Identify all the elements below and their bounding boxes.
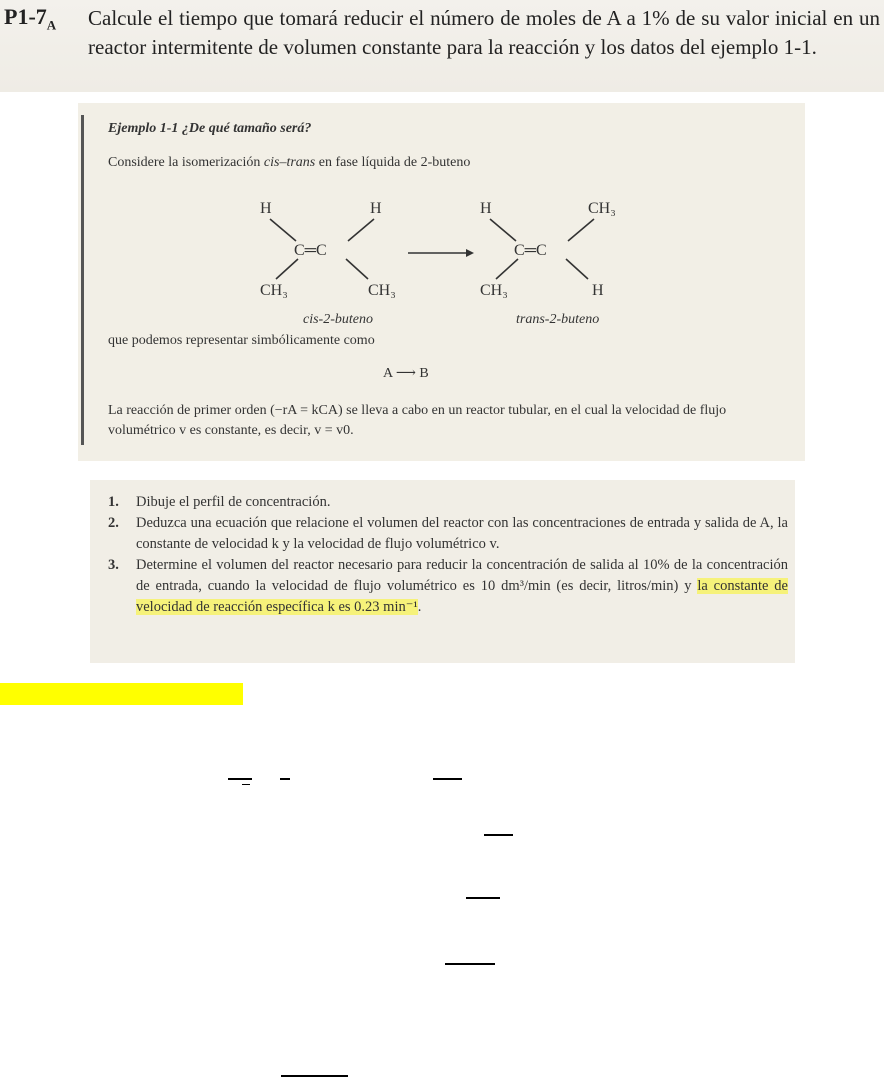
fraction-line xyxy=(228,778,252,780)
problem-number: $P1-7_A$ xyxy=(4,4,57,33)
fraction-line xyxy=(484,834,513,836)
cis-ch3-left: CH₃ xyxy=(260,282,288,299)
a-to-b-reaction: A ⟶ B xyxy=(383,366,429,381)
trans-ch3-top: CH₃ xyxy=(588,200,616,217)
fraction-line xyxy=(466,897,500,899)
isomerization-diagram xyxy=(258,195,658,330)
trans-h-bottom: H xyxy=(592,282,604,299)
trans-label: trans-2-buteno xyxy=(516,312,600,327)
question-1: 1. Dibuje el perfil de concentración. xyxy=(108,494,331,510)
cis-h-left: H xyxy=(260,200,272,217)
trans-h-left: H xyxy=(480,200,492,217)
highlighted-rate-constant: la constante de velocidad de reacción específica k es 0.23 min⁻¹ xyxy=(136,578,788,615)
cis-ch3-right: CH₃ xyxy=(368,282,396,299)
question-3: 3. Determine el volumen del reactor necesario para reducir la concentración de salida al 10% de la concentración de entrada, cuando la velocidad de flujo volumétrico es 10 dm³/min (es decir, litros/min) y la constante de velocidad de reacción específica k es 0.23 min⁻¹. xyxy=(108,557,788,615)
fraction-line xyxy=(280,778,290,780)
highlight-bar xyxy=(0,683,243,705)
cis-cc: C═C xyxy=(294,242,327,259)
question-2: 2. Deduzca una ecuación que relacione el volumen del reactor con las concentraciones de entrada y salida de A, la constante de velocidad k y la velocidad de flujo volumétrico v. xyxy=(108,515,788,552)
questions-box xyxy=(90,480,795,663)
problem-statement xyxy=(0,0,884,92)
cis-h-right: H xyxy=(370,200,382,217)
symbolic-text: que podemos representar simbólicamente como xyxy=(108,333,375,348)
trans-ch3-bottom: CH₃ xyxy=(480,282,508,299)
trans-cc: C═C xyxy=(514,242,547,259)
reaction-description: La reacción de primer orden (−rA = kCA) se lleva a cabo en un reactor tubular, en el cual la velocidad de flujo volumétrico v es constante, es decir, v = v0. xyxy=(108,403,727,438)
example-rule xyxy=(81,115,84,445)
example-intro: Considere la isomerización cis–trans en fase líquida de 2-buteno xyxy=(108,155,471,170)
cis-label: cis-2-buteno xyxy=(303,312,373,327)
fraction-line xyxy=(281,1075,348,1077)
example-title: Ejemplo 1-1 ¿De qué tamaño será? xyxy=(108,121,312,136)
fraction-line xyxy=(242,784,250,785)
fraction-line xyxy=(445,963,495,965)
fraction-line xyxy=(433,778,462,780)
problem-text: Calcule el tiempo que tomará reducir el número de moles de A a 1% de su valor inicial en un reactor intermitente de volumen constante para la reacción y los datos del ejemplo 1-1. xyxy=(88,6,880,59)
example-box xyxy=(78,103,805,461)
